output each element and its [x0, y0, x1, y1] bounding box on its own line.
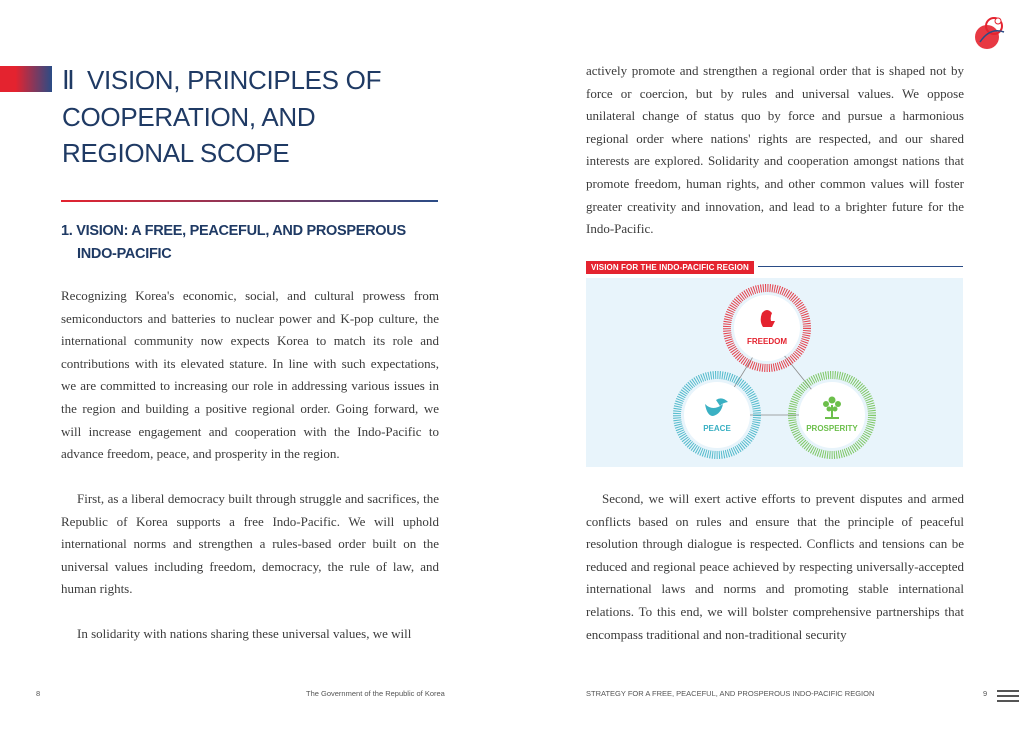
chapter-title-text: VISION, PRINCIPLES OF COOPERATION, AND REGIONAL SCOPE	[62, 65, 382, 168]
vision-diagram	[586, 278, 963, 467]
peace-circle	[677, 375, 757, 455]
indo-pacific-logo-icon	[970, 12, 1010, 52]
left-paragraph-2: First, as a liberal democracy built through struggle and sacrifices, the Republic of Korea supports a free Indo-Pacific. We will uphold international norms and strengthen a rules-based order built on the universal values including freedom, democracy, the rule of law, and human rights.	[61, 491, 439, 597]
freedom-label: FREEDOM	[747, 337, 787, 346]
prosperity-label: PROSPERITY	[806, 424, 858, 433]
freedom-circle	[727, 288, 807, 368]
vision-box-rule	[758, 266, 963, 267]
vision-diagram-svg	[586, 278, 963, 467]
menu-line-1	[997, 690, 1019, 692]
right-paragraph-2: Second, we will exert active efforts to prevent disputes and armed conflicts based on rules and ensure that the principle of peaceful resolution through dialogue is respected. Conflicts and tensions can be reduced and regional peace achieved by respecting universally-accepted international laws and norms and promoting stable international relations. To this end, we will bolster comprehensive partnerships that encompass traditional and non-traditional security	[586, 491, 964, 642]
right-paragraph-1: actively promote and strengthen a regional order that is shaped not by force or coercion, but by rules and universal values. We oppose unilateral change of status quo by force and pursue a harmonious regional order where nations' rights are respected, and our shared interests are explored. Solidarity and cooperation amongst nations that promote freedom, human rights, and other common values will foster greater creativity and innovation, and lead to a brighter future for the Indo-Pacific.	[586, 63, 964, 237]
prosperity-circle	[792, 375, 872, 455]
menu-line-2	[997, 695, 1019, 697]
page-number-left: 8	[36, 689, 41, 698]
chapter-title	[62, 62, 452, 171]
page-number-right: 9	[983, 689, 988, 698]
chapter-number: Ⅱ	[62, 66, 75, 95]
section-heading: 1. VISION: A FREE, PEACEFUL, AND PROSPEROUS INDO-PACIFIC	[61, 223, 406, 262]
title-divider	[61, 200, 438, 202]
footer-right: STRATEGY FOR A FREE, PEACEFUL, AND PROSPEROUS INDO-PACIFIC REGION	[586, 689, 875, 698]
footer-left: The Government of the Republic of Korea	[306, 689, 445, 698]
left-paragraph-3: In solidarity with nations sharing these universal values, we will	[77, 626, 412, 641]
chapter-accent-bar	[0, 66, 52, 92]
vision-box-label: VISION FOR THE INDO-PACIFIC REGION	[586, 261, 754, 274]
menu-line-3	[997, 700, 1019, 702]
peace-label: PEACE	[703, 424, 731, 433]
menu-lines-icon[interactable]	[997, 690, 1019, 704]
left-paragraph-1: Recognizing Korea's economic, social, and cultural prowess from semiconductors and batteries to nuclear power and K-pop culture, the international community now expects Korea to match its role and contributions with its elevated stature. In line with such expectations, we are committed to increasing our role in addressing various issues in the region and building a positive regional order. Going forward, we will increase engagement and cooperation with the Indo-Pacific to advance freedom, peace, and prosperity in the region.	[61, 288, 439, 462]
